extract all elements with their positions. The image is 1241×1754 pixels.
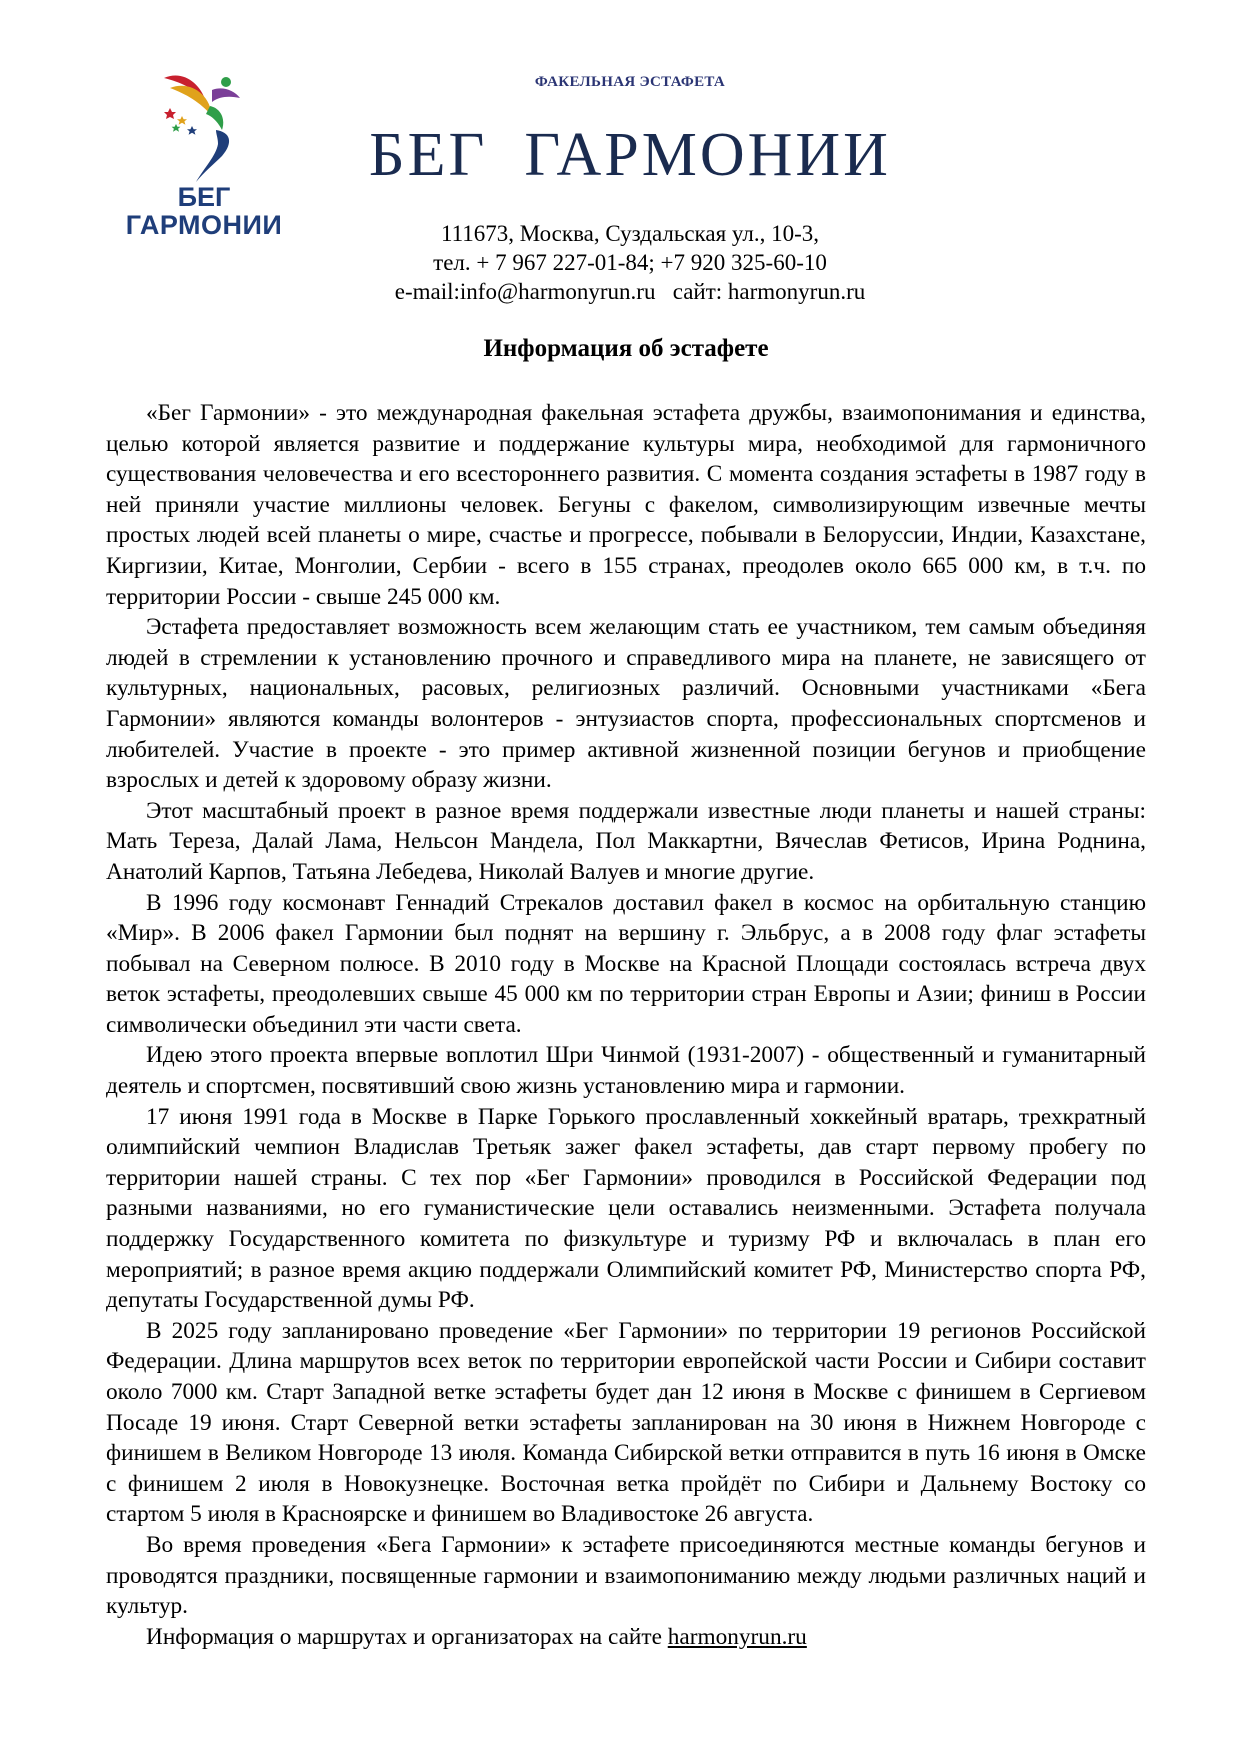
paragraph: Идею этого проекта впервые воплотил Шри Чинмой (1931-2007) - общественный и гуманитарный деятель и спортсмен, посвятивший свою жизнь установлению мира и гармонии. bbox=[106, 1042, 1146, 1100]
header-address: 111673, Москва, Суздальская ул., 10-3, bbox=[440, 221, 820, 246]
paragraph: Эстафета предоставляет возможность всем желающим стать ее участником, тем самым объединяя людей в стремлении к установлению прочного и справедливого мира на планете, не зависящего от культурных, национальных, расовых, религиозных различий. Основными участниками «Бега Гармонии» являются команды волонтеров - энтузиастов спорта, профессиональных спортсменов и любителей. Участие в проекте - это пример активной жизненной позиции бегунов и приобщение взрослых и детей к здоровому образу жизни. bbox=[106, 614, 1146, 794]
logo bbox=[118, 72, 290, 242]
header-title: БЕГ ГАРМОНИИ bbox=[369, 121, 891, 189]
paragraph: Во время проведения «Бега Гармонии» к эстафете присоединяются местные команды бегунов и проводятся праздники, посвященные гармонии и взаимопониманию между людьми различных наций и культур. bbox=[106, 1531, 1146, 1620]
paragraph: Этот масштабный проект в разное время поддержали известные люди планеты и нашей страны: Мать Тереза, Далай Лама, Нельсон Мандела, Пол Маккартни, Вячеслав Фетисов, Ирина Роднина, Анатолий Карпов, Татьяна Лебедева, Николай Валуев и многие другие. bbox=[106, 797, 1146, 885]
logo-text-line2: ГАРМОНИИ bbox=[125, 210, 283, 240]
torch-runner-icon bbox=[160, 72, 250, 182]
logo-text-line1: БЕГ bbox=[177, 182, 231, 212]
header-kicker: ФАКЕЛЬНАЯ ЭСТАФЕТА bbox=[534, 74, 726, 90]
paragraph: В 1996 году космонавт Геннадий Стрекалов доставил факел в космос на орбитальную станцию «Мир». В 2006 факел Гармонии был поднят на вершину г. Эльбрус, а в 2008 году флаг эстафеты побывал на Северном полюсе. В 2010 году в Москве на Красной Площади состоялась встреча двух веток эстафеты, преодолевших свыше 45 000 км по территории стран Европы и Азии; финиш в России символически объединил эти части света. bbox=[106, 889, 1146, 1038]
header-phones: тел. + 7 967 227-01-84; +7 920 325-60-10 bbox=[433, 250, 827, 275]
footer-paragraph bbox=[106, 1622, 1146, 1653]
paragraph: 17 июня 1991 года в Москве в Парке Горького прославленный хоккейный вратарь, трехкратный олимпийский чемпион Владислав Третьяк зажег факел эстафеты, дав старт первому пробегу по территории нашей страны. С тех пор «Бег Гармонии» проводился в Российской Федерации под разными названиями, но его гуманистические цели оставались неизменными. Эстафета получала поддержку Государственного комитета по физкультуре и туризму РФ и включалась в план его мероприятий; в разное время акцию поддержали Олимпийский комитет РФ, Министерство спорта РФ, депутаты Государственной думы РФ. bbox=[106, 1103, 1146, 1314]
paragraph: В 2025 году запланировано проведение «Бег Гармонии» по территории 19 регионов Российской Федерации. Длина маршрутов всех веток по территории европейской части России и Сибири составит около 7000 км. Старт Западной ветке эстафеты будет дан 12 июня в Москве с финишем в Сергиевом Посаде 19 июня. Старт Северной ветки эстафеты запланирован на 30 июня в Нижнем Новгороде с финишем в Великом Новгороде 13 июля. Команда Сибирской ветки отправится в путь 16 июня в Омске с финишем 2 июля в Новокузнецке. Восточная ветка пройдёт по Сибири и Дальнему Востоку со стартом 5 июля в Красноярске и финишем во Владивостоке 26 августа. bbox=[106, 1317, 1146, 1528]
document-body bbox=[106, 398, 1146, 1652]
document-title: Информация об эстафете bbox=[483, 335, 769, 362]
header-contacts: e-mail:info@harmonyrun.ru сайт: harmonyrun.ru bbox=[394, 279, 866, 304]
footer-text: Информация о маршрутах и организаторах на сайте bbox=[146, 1623, 668, 1650]
website-link[interactable]: harmonyrun.ru bbox=[667, 1623, 807, 1650]
paragraph: «Бег Гармонии» - это международная факельная эстафета дружбы, взаимопонимания и единства, целью которой является развитие и поддержание культуры мира, необходимой для гармоничного существования человечества и его всестороннего развития. С момента создания эстафеты в 1987 году в ней приняли участие миллионы человек. Бегуны с факелом, символизирующим извечные мечты простых людей всей планеты о мире, счастье и прогрессе, побывали в Белоруссии, Индии, Казахстане, Киргизии, Китае, Монголии, Сербии - всего в 155 странах, преодолев около 665 000 км, в т.ч. по территории России - свыше 245 000 км. bbox=[106, 400, 1146, 610]
